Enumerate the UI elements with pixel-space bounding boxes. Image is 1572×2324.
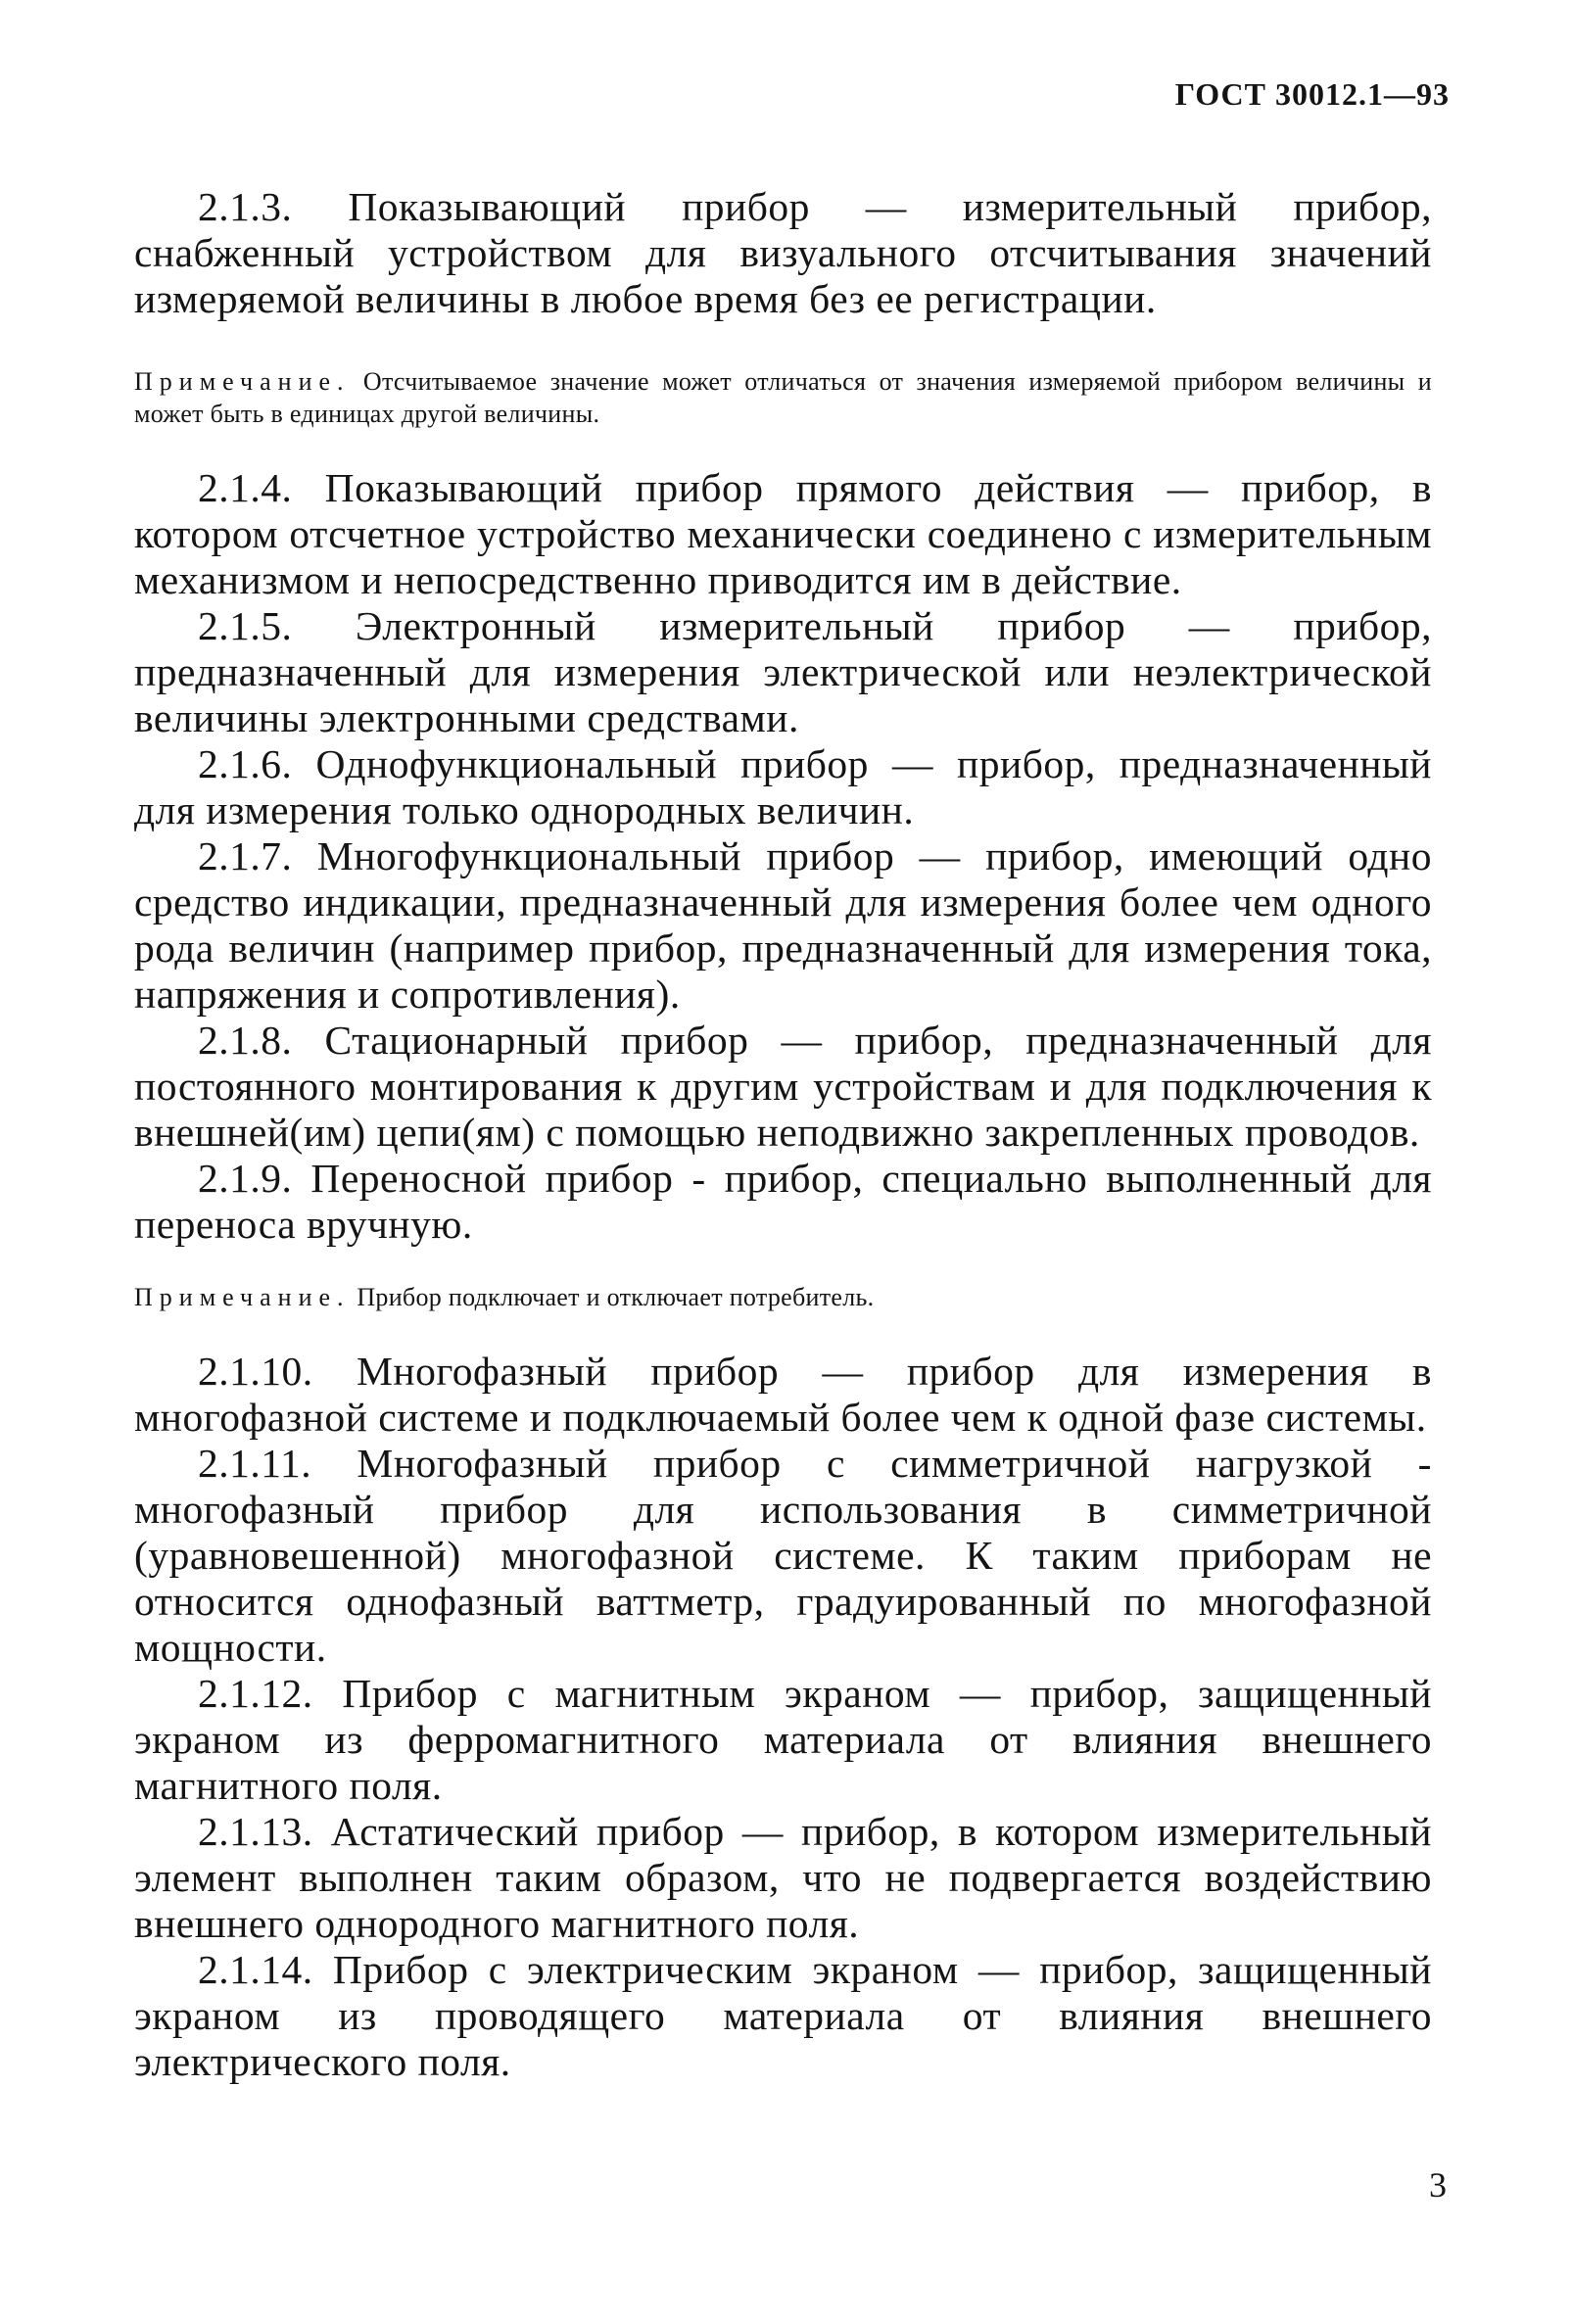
clause-2-1-3: 2.1.3. Показывающий прибор — измерительный прибор, снабженный устройством для визуального отсчитывания значений измеряемой величины в любое время без ее регистрации. [134,184,1432,321]
clause-2-1-10: 2.1.10. Многофазный прибор — прибор для измерения в многофазной системе и подключаемый более чем к одной фазе системы. [134,1349,1432,1440]
clause-2-1-7: 2.1.7. Многофункциональный прибор — прибор, имеющий одно средство индикации, предназначенный для измерения более чем одного рода величин (например прибор, предназначенный для измерения тока, напряжения и сопротивления). [134,833,1432,1017]
page-number: 3 [1429,2165,1447,2205]
clause-2-1-11: 2.1.11. Многофазный прибор с симметричной нагрузкой - многофазный прибор для использования в симметричной (уравновешенной) многофазной системе. К таким приборам не относится однофазный ваттметр, градуированный по многофазной мощности. [134,1441,1432,1670]
note-1 [134,365,1432,430]
note-1-text: Отсчитываемое значение может отличаться от значения измеряемой прибором величины и может быть в единицах другой величины. [134,367,1432,428]
clause-2-1-13: 2.1.13. Астатический прибор — прибор, в котором измерительный элемент выполнен таким образом, что не подвергается воздействию внешнего однородного магнитного поля. [134,1809,1432,1946]
note-2 [134,1281,1432,1313]
document-body [134,184,1432,2085]
clause-2-1-12: 2.1.12. Прибор с магнитным экраном — прибор, защищенный экраном из ферромагнитного материала от влияния внешнего магнитного поля. [134,1671,1432,1808]
clause-2-1-14: 2.1.14. Прибор с электрическим экраном — прибор, защищенный экраном из проводящего материала от влияния внешнего электрического поля. [134,1947,1432,2084]
document-header-code: ГОСТ 30012.1—93 [1174,76,1450,112]
note-2-text: Прибор подключает и отключает потребитель. [350,1283,875,1311]
clause-2-1-6: 2.1.6. Однофункциональный прибор — прибор, предназначенный для измерения только однородных величин. [134,741,1432,832]
note-1-label: Примечание. [134,367,351,396]
clause-2-1-5: 2.1.5. Электронный измерительный прибор — прибор, предназначенный для измерения электрической или неэлектрической величины электронными средствами. [134,603,1432,740]
clause-2-1-4: 2.1.4. Показывающий прибор прямого действия — прибор, в котором отсчетное устройство механически соединено с измерительным механизмом и непосредственно приводится им в действие. [134,465,1432,602]
clause-2-1-8: 2.1.8. Стационарный прибор — прибор, предназначенный для постоянного монтирования к другим устройствам и для подключения к внешней(им) цепи(ям) с помощью неподвижно закрепленных проводов. [134,1018,1432,1155]
clause-2-1-9: 2.1.9. Переносной прибор - прибор, специально выполненный для переноса вручную. [134,1156,1432,1247]
note-2-label: Примечание. [134,1283,351,1311]
